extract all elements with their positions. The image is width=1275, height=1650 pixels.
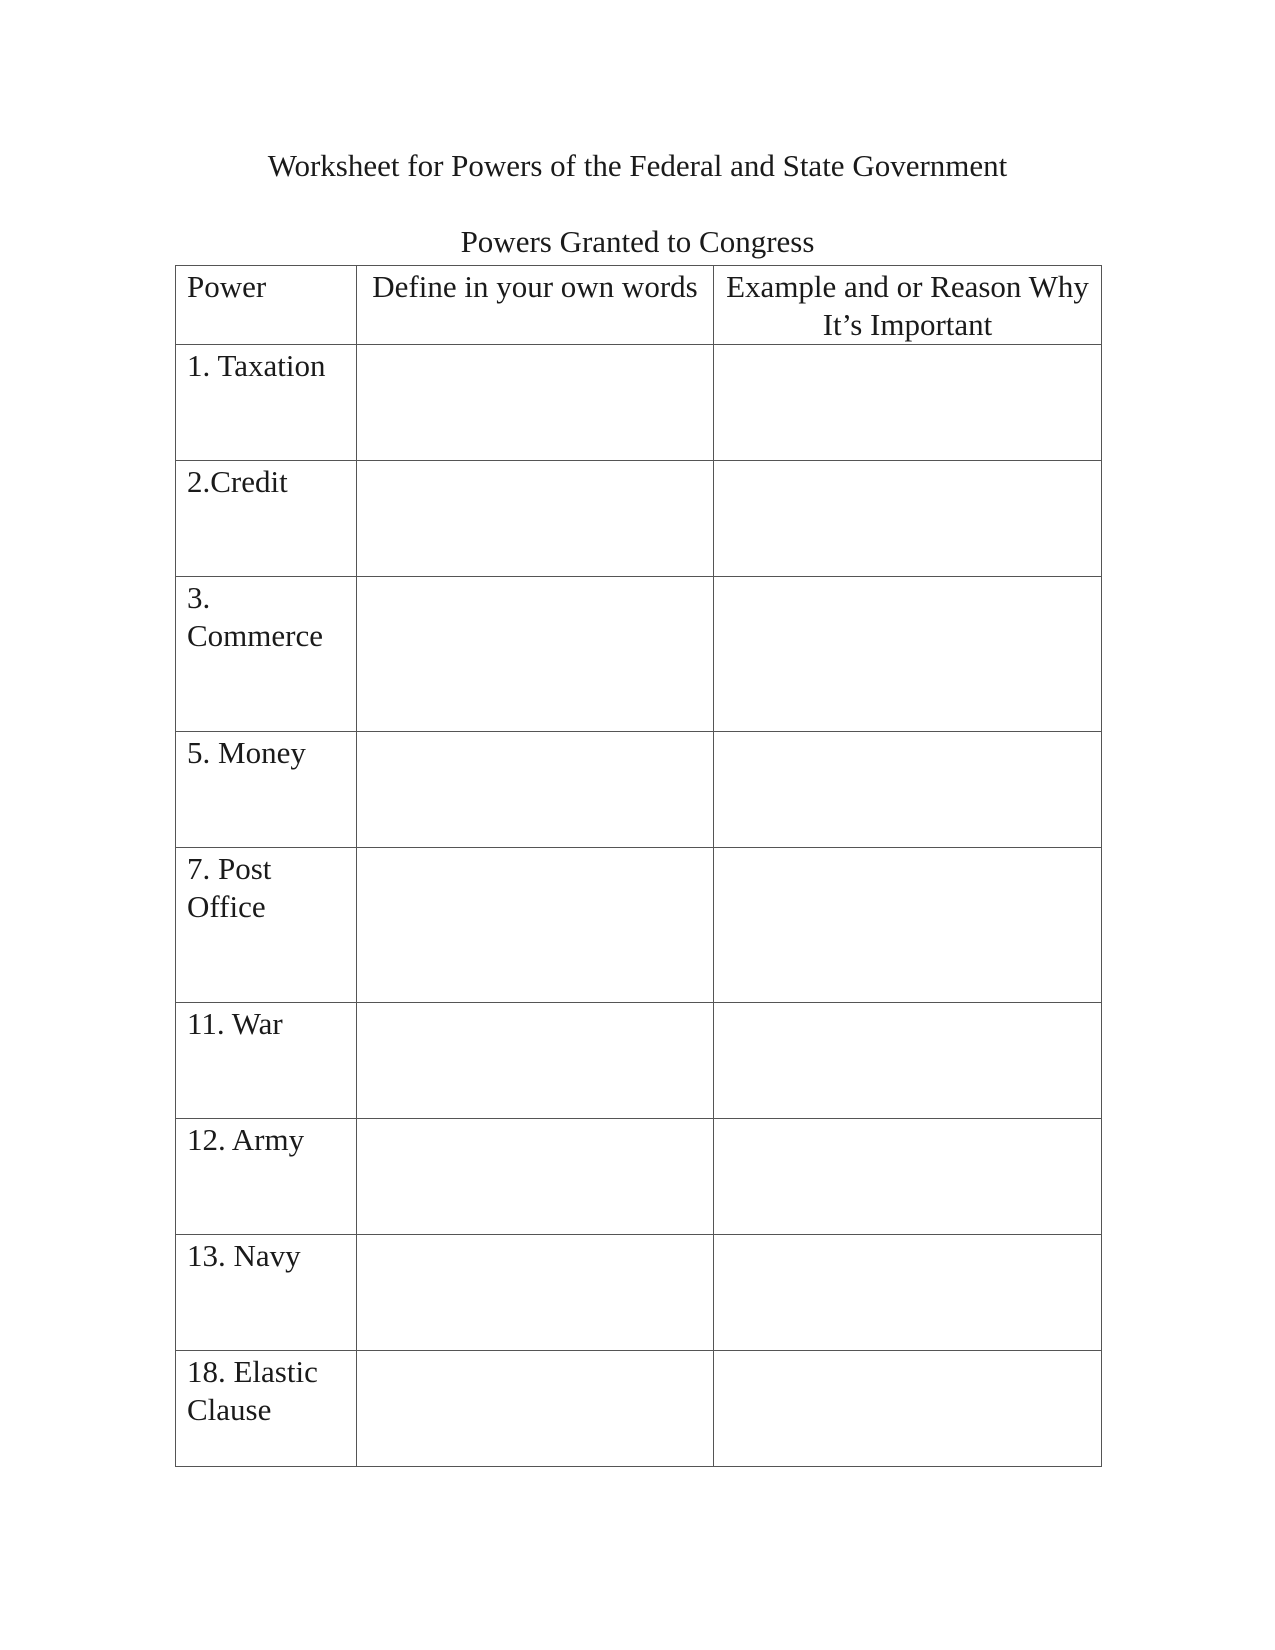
example-cell[interactable] xyxy=(714,577,1102,732)
table-row xyxy=(176,1235,1102,1351)
table-row xyxy=(176,345,1102,461)
definition-cell[interactable] xyxy=(357,1351,714,1467)
example-cell[interactable] xyxy=(714,1235,1102,1351)
header-definition: Define in your own words xyxy=(357,266,714,345)
power-cell: 18. Elastic Clause xyxy=(176,1351,357,1467)
definition-cell[interactable] xyxy=(357,732,714,848)
table-caption: Powers Granted to Congress xyxy=(460,224,815,259)
power-cell: 12. Army xyxy=(176,1119,357,1235)
header-power: Power xyxy=(176,266,357,345)
definition-cell[interactable] xyxy=(357,577,714,732)
definition-cell[interactable] xyxy=(357,1003,714,1119)
power-cell: 3. Commerce xyxy=(176,577,357,732)
table-row xyxy=(176,848,1102,1003)
table-row xyxy=(176,1119,1102,1235)
power-cell: 11. War xyxy=(176,1003,357,1119)
table-row xyxy=(176,1351,1102,1467)
table-row xyxy=(176,1003,1102,1119)
power-cell: 1. Taxation xyxy=(176,345,357,461)
example-cell[interactable] xyxy=(714,1003,1102,1119)
example-cell[interactable] xyxy=(714,1119,1102,1235)
table-row xyxy=(176,461,1102,577)
example-cell[interactable] xyxy=(714,732,1102,848)
definition-cell[interactable] xyxy=(357,1119,714,1235)
example-cell[interactable] xyxy=(714,345,1102,461)
definition-cell[interactable] xyxy=(357,1235,714,1351)
powers-table xyxy=(175,265,1102,1467)
table-row xyxy=(176,577,1102,732)
example-cell[interactable] xyxy=(714,461,1102,577)
example-cell[interactable] xyxy=(714,848,1102,1003)
table-header-row xyxy=(176,266,1102,345)
power-cell: 2.Credit xyxy=(176,461,357,577)
power-cell: 7. Post Office xyxy=(176,848,357,1003)
page-title: Worksheet for Powers of the Federal and State Government xyxy=(267,148,1008,183)
header-example: Example and or Reason Why It’s Important xyxy=(714,266,1102,345)
table-row xyxy=(176,732,1102,848)
power-cell: 13. Navy xyxy=(176,1235,357,1351)
definition-cell[interactable] xyxy=(357,461,714,577)
definition-cell[interactable] xyxy=(357,345,714,461)
definition-cell[interactable] xyxy=(357,848,714,1003)
power-cell: 5. Money xyxy=(176,732,357,848)
example-cell[interactable] xyxy=(714,1351,1102,1467)
